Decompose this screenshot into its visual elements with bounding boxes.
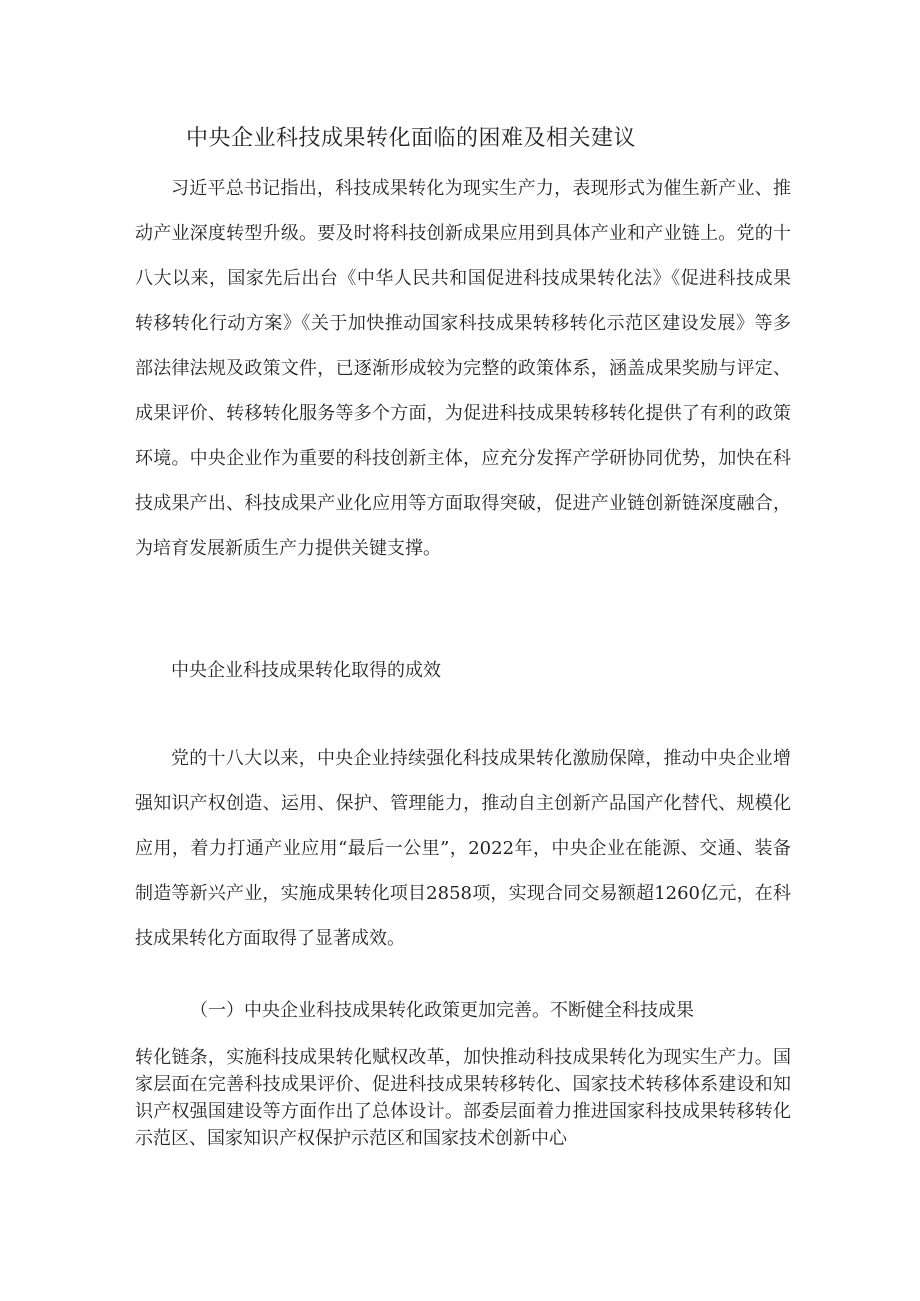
intro-paragraph: 习近平总书记指出，科技成果转化为现实生产力，表现形式为催生新产业、推动产业深度转型升级。要及时将科技创新成果应用到具体产业和产业链上。党的十八大以来，国家先后出台《中华人民共和国促进科技成果转化法》《促进科技成果转移转化行动方案》《关于加快推动国家科技成果转移转化示范区建设发展》等多部法律法规及政策文件，已逐渐形成较为完整的政策体系，涵盖成果奖励与评定、成果评价、转移转化服务等多个方面，为促进科技成果转移转化提供了有利的政策环境。中央企业作为重要的科技创新主体，应充分发挥产学研协同优势，加快在科技成果产出、科技成果产业化应用等方面取得突破，促进产业链创新链深度融合，为培育发展新质生产力提供关键支撑。: [135, 178, 791, 559]
achievements-paragraph: 党的十八大以来，中央企业持续强化科技成果转化激励保障，推动中央企业增强知识产权创造、运用、保护、管理能力，推动自主创新产品国产化替代、规模化应用，着力打通产业应用“最后一公里”，2022年，中央企业在能源、交通、装备制造等新兴产业，实施成果转化项目2858项，实现合同交易额超1260亿元，在科技成果转化方面取得了显著成效。: [135, 748, 791, 949]
section-heading: 中央企业科技成果转化取得的成效: [171, 660, 441, 681]
policy-paragraph: 转化链条，实施科技成果转化赋权改革，加快推动科技成果转化为现实生产力。国家层面在完善科技成果评价、促进科技成果转移转化、国家技术转移体系建设和知识产权强国建设等方面作出了总体设计。部委层面着力推进国家科技成果转移转化示范区、国家知识产权保护示范区和国家技术创新中心: [135, 1047, 791, 1149]
document-title: 中央企业科技成果转化面临的困难及相关建议: [186, 126, 637, 151]
subsection-heading: （一）中央企业科技成果转化政策更加完善。不断健全科技成果: [190, 1000, 694, 1021]
